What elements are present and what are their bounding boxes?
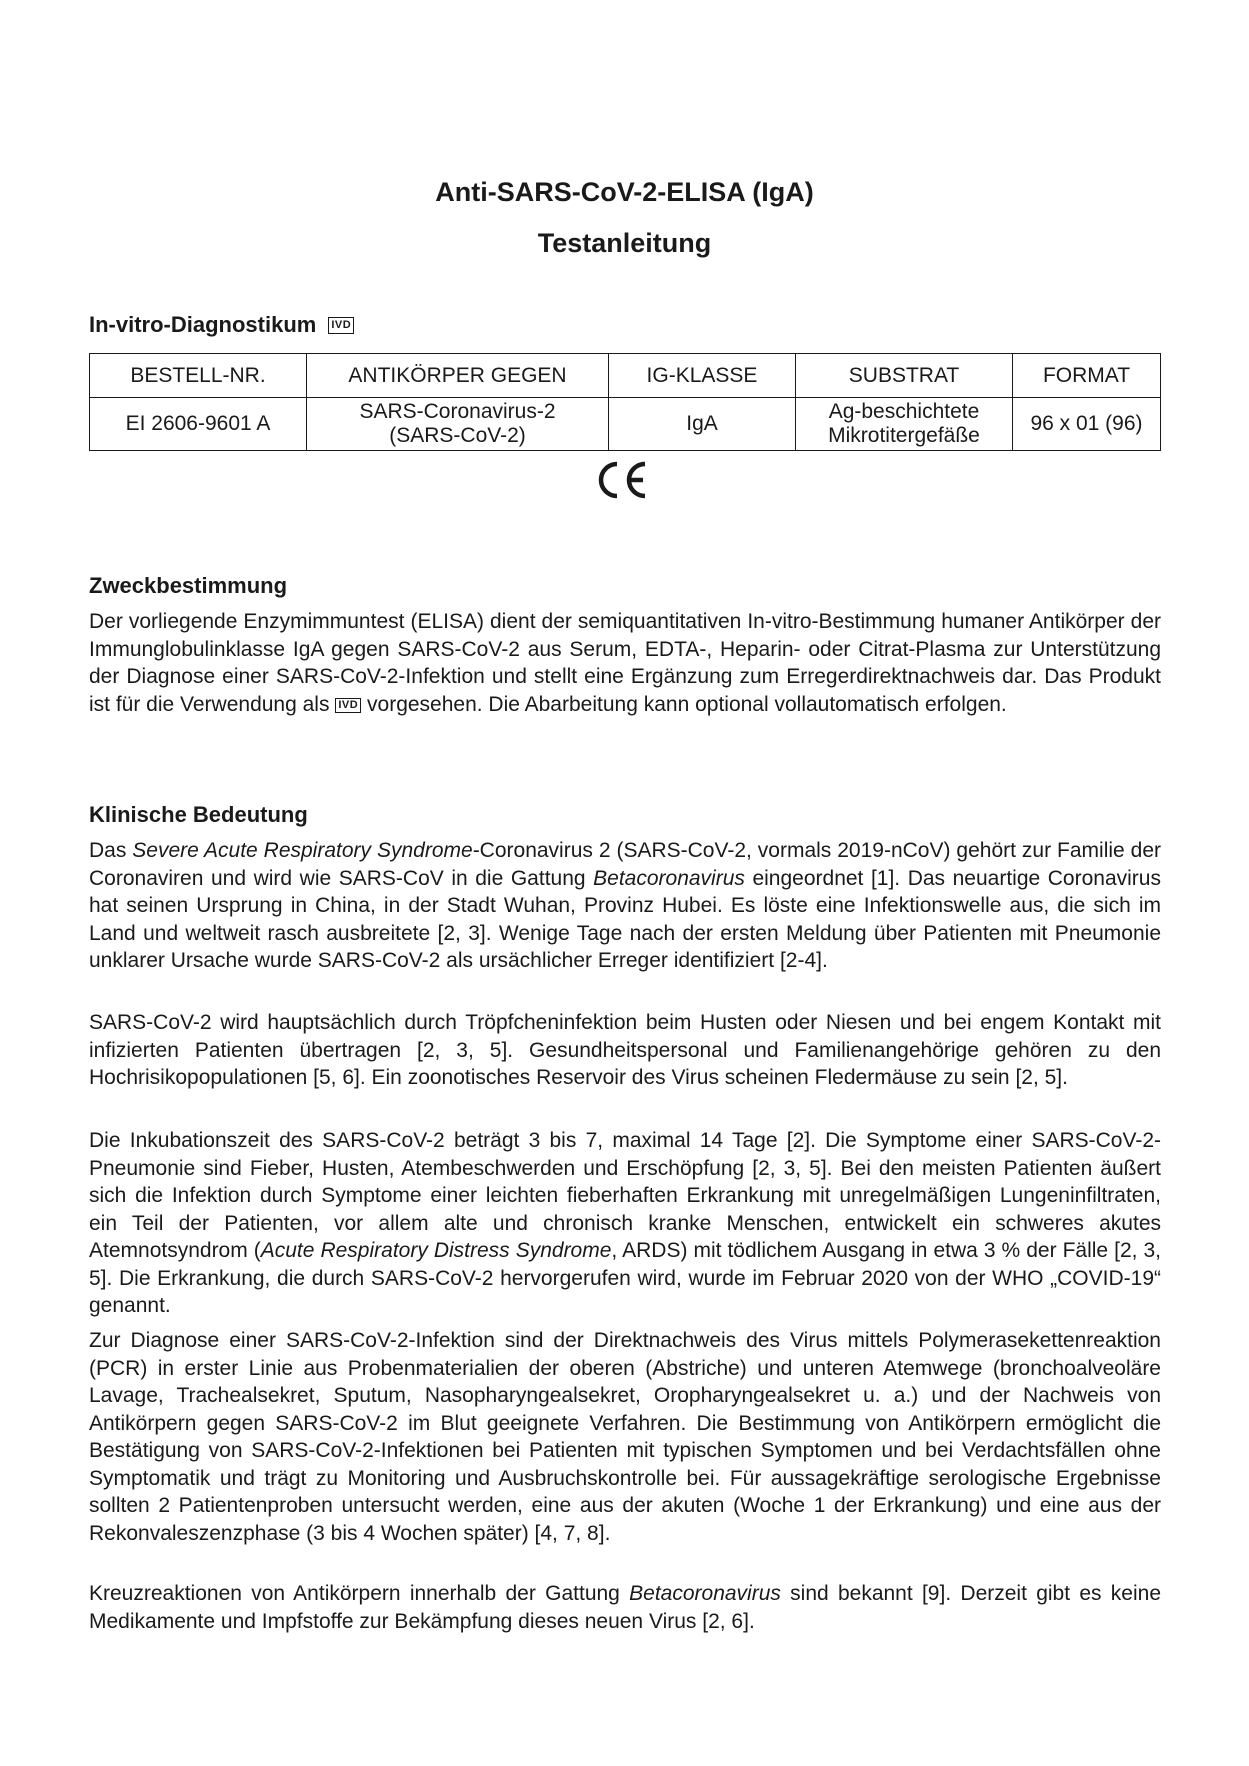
purpose-text-before: Der vorliegende Enzymimmuntest (ELISA) dient der semiquantitativen In-vitro-Bestimmung humaner Antikörper der Immunglobulinklasse IgA gegen SARS-CoV-2 aus Serum, EDTA-, Heparin- oder Citrat-Plasma zur Unterstützung der Diagnose einer SARS-CoV-2-Infektion und stellt eine Ergänzung zum Erregerdirektnachweis dar. Das Produkt ist für die Verwendung als [89, 610, 1161, 716]
p1-text-b: -Coronavirus 2 (SARS-CoV-2, vormals 2019-nCoV) gehört zur Familie der Coronaviren und wird wie SARS-CoV in die Gattung [89, 839, 1162, 890]
cell-antibody-line1: SARS-Coronavirus-2 [359, 400, 556, 423]
ce-mark-icon [595, 460, 649, 500]
table-header-antibody: ANTIKÖRPER GEGEN [307, 354, 609, 398]
table-header-row [90, 354, 1161, 398]
table-header-format: FORMAT [1013, 354, 1161, 398]
p1-text-c: eingeordnet [1]. Das neuartige Coronavirus hat seinen Ursprung in China, in der Stadt Wuhan, Provinz Hubei. Es löste eine Infektionswelle aus, die sich im Land und weltweit rasch ausbreitete [2, 3]. Wenige Tage nach der ersten Meldung über Patienten mit Pneumonie unklarer Ursache wurde SARS-CoV-2 als ursächlicher Erreger identifiziert [2-4]. [89, 866, 1161, 972]
cell-substrate [796, 398, 1013, 451]
clinical-paragraph-4: Zur Diagnose einer SARS-CoV-2-Infektion sind der Direktnachweis des Virus mittels Polymerasekettenreaktion (PCR) in erster Linie aus Probenmaterialien der oberen (Abstriche) und unteren Atemwege (bronchoalveoläre Lavage, Trachealsekret, Sputum, Nasopharyngealsekret, Oropharyngealsekret u. a.) und der Nachweis von Antikörpern gegen SARS-CoV-2 im Blut geeignete Verfahren. Die Bestimmung von Antikörpern ermöglicht die Bestätigung von SARS-CoV-2-Infektionen bei Patienten mit typischen Symptomen und bei Verdachtsfällen ohne Symptomatik und trägt zu Monitoring und Ausbruchskontrolle bei. Für aussagekräftige serologische Ergebnisse sollten 2 Patientenproben untersucht werden, eine aus der akuten (Woche 1 der Erkrankung) und eine aus der Rekonvaleszenzphase (3 bis 4 Wochen später) [4, 7, 8]. [89, 1329, 1161, 1545]
ivd-heading-row [89, 312, 354, 338]
document-title: Anti-SARS-CoV-2-ELISA (IgA) [435, 177, 814, 207]
clinical-paragraph-2: SARS-CoV-2 wird hauptsächlich durch Tröpfcheninfektion beim Husten oder Niesen und bei engem Kontakt mit infizierten Patienten übertragen [2, 3, 5]. Gesundheitspersonal und Familienangehörige gehören zu den Hochrisikopopulationen [5, 6]. Ein zoonotisches Reservoir des Virus scheinen Fledermäuse zu sein [2, 5]. [89, 1011, 1161, 1089]
clinical-paragraph-3 [89, 1127, 1161, 1320]
p1-italic-b: Betacoronavirus [593, 866, 745, 890]
purpose-paragraph [89, 608, 1161, 718]
table-header-order-no: BESTELL-NR. [90, 354, 307, 398]
cell-antibody [307, 398, 609, 451]
clinical-paragraph-5 [89, 1580, 1161, 1635]
p1-italic-a: Severe Acute Respiratory Syndrome [132, 839, 473, 862]
ivd-heading: In-vitro-Diagnostikum [89, 312, 317, 337]
clinical-heading: Klinische Bedeutung [89, 802, 308, 827]
purpose-heading: Zweckbestimmung [89, 573, 288, 598]
cell-format: 96 x 01 (96) [1013, 398, 1161, 451]
table-row [90, 398, 1161, 451]
cell-order-no: EI 2606-9601 A [90, 398, 307, 451]
purpose-text-after: vorgesehen. Die Abarbeitung kann optional vollautomatisch erfolgen. [367, 692, 1007, 716]
ivd-inline-icon: IVD [335, 698, 361, 713]
table-header-ig-class: IG-KLASSE [609, 354, 796, 398]
p3-italic-a: Acute Respiratory Distress Syndrome [260, 1239, 612, 1262]
ivd-symbol-icon: IVD [328, 317, 354, 334]
p3-text-a: Die Inkubationszeit des SARS-CoV-2 beträgt 3 bis 7, maximal 14 Tage [2]. Die Symptome einer SARS-CoV-2-Pneumonie sind Fieber, Husten, Atembeschwerden und Erschöpfung [2, 3, 5]. Bei den meisten Patienten äußert sich die Infektion durch Symptome einer leichten fieberhaften Erkrankung mit unregelmäßigen Lungeninfiltraten, ein Teil der Patienten, vor allem alte und chronisch kranke Menschen, entwickelt ein schweres akutes Atemnotsyndrom ( [89, 1129, 1161, 1262]
cell-ig-class: IgA [609, 398, 796, 451]
table-header-substrate: SUBSTRAT [796, 354, 1013, 398]
p5-text-a: Kreuzreaktionen von Antikörpern innerhalb der Gattung [89, 1582, 630, 1605]
clinical-paragraph-1 [89, 837, 1161, 975]
p1-text-a: Das [89, 839, 133, 862]
p3-text-b: , ARDS) mit tödlichem Ausgang in etwa 3 % der Fälle [2, 3, 5]. Die Erkrankung, die durch SARS-CoV-2 hervorgerufen wird, wurde im Februar 2020 von der WHO „COVID-19“ genannt. [89, 1239, 1162, 1317]
p5-text-b: sind bekannt [9]. Derzeit gibt es keine Medikamente und Impfstoffe zur Bekämpfung dieses neuen Virus [2, 6]. [89, 1582, 1161, 1633]
cell-antibody-line2: (SARS-CoV-2) [389, 424, 526, 447]
p5-italic-a: Betacoronavirus [629, 1582, 781, 1605]
product-table [89, 353, 1161, 451]
document-subtitle: Testanleitung [537, 228, 712, 258]
cell-substrate-line1: Ag-beschichtete [828, 400, 980, 423]
cell-substrate-line2: Mikrotitergefäße [828, 424, 980, 447]
